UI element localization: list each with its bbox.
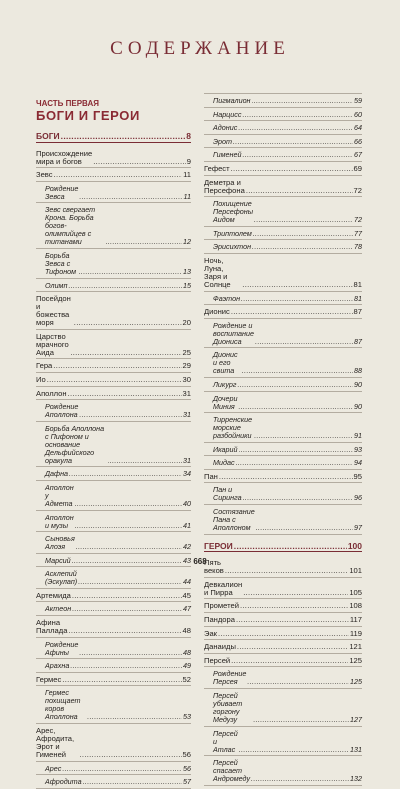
toc-entry xyxy=(36,616,191,638)
toc-page-number: 77 xyxy=(354,228,362,238)
toc-page-number: 132 xyxy=(350,774,362,784)
toc-entry-title: Арахна xyxy=(45,661,70,671)
toc-page-number: 43 xyxy=(183,555,191,565)
toc-page-number: 121 xyxy=(349,642,362,652)
toc-subentry xyxy=(204,319,362,349)
toc-subentry xyxy=(36,602,191,616)
toc-page-number: 91 xyxy=(354,431,362,441)
toc-entry-title: Персей убивает горгону Медузу xyxy=(213,691,243,724)
dot-leader xyxy=(253,230,353,238)
toc-page-number: 48 xyxy=(182,626,191,636)
toc-entry-title: Арес, Афродита, Эрот и Гименей xyxy=(36,726,75,760)
dot-leader xyxy=(251,775,349,783)
dot-leader xyxy=(233,138,353,146)
toc-entry-title: Данаиды xyxy=(204,642,236,652)
dot-leader xyxy=(239,446,353,454)
dot-leader xyxy=(252,97,353,105)
toc-entry-title: Мидас xyxy=(213,458,235,468)
toc-page-number: 105 xyxy=(349,587,362,597)
part-label: ЧАСТЬ ПЕРВАЯ xyxy=(36,99,99,108)
dot-leader xyxy=(74,319,182,327)
toc-entry-title: Гермес xyxy=(36,674,62,684)
toc-page-number: 66 xyxy=(354,136,362,146)
toc-entry-title: Гименей xyxy=(213,150,242,160)
dot-leader xyxy=(246,187,353,195)
dot-leader xyxy=(93,158,186,166)
toc-page-number: 67 xyxy=(354,150,362,160)
dot-leader xyxy=(240,602,348,610)
toc-entry-title: Похищение Персефоны Аидом xyxy=(213,199,254,225)
dot-leader xyxy=(87,713,182,721)
toc-page-number: 64 xyxy=(354,123,362,133)
dot-leader xyxy=(234,542,347,550)
toc-subentry xyxy=(36,400,191,422)
toc-entry-title: Рождение Зевса xyxy=(45,183,79,201)
dot-leader xyxy=(69,470,182,478)
toc-subentry xyxy=(204,443,362,457)
toc-subentry xyxy=(204,378,362,392)
toc-page-number: 40 xyxy=(183,498,191,508)
toc-subentry xyxy=(36,567,191,589)
dot-leader xyxy=(47,376,182,384)
toc-page-number: 87 xyxy=(353,307,362,317)
toc-page-number: 31 xyxy=(183,455,191,465)
toc-page-number: 125 xyxy=(349,655,362,665)
dot-leader xyxy=(70,349,181,357)
toc-entry-title: Прометей xyxy=(204,601,239,611)
toc-entry-title: Рождение и воспитание Диониса xyxy=(213,320,254,346)
toc-subentry xyxy=(36,481,191,511)
toc-section-heading xyxy=(36,129,191,143)
toc-page-number: 11 xyxy=(183,191,191,201)
toc-subentry xyxy=(36,249,191,279)
toc-entry-title: Нарцисс xyxy=(213,109,242,119)
toc-entry-title: Зевс свергает Крона. Борьба богов-олимпийцев с титанами xyxy=(45,205,96,247)
toc-subentry xyxy=(36,638,191,660)
toc-page-number: 8 xyxy=(186,131,191,141)
dot-leader xyxy=(238,403,353,411)
toc-page-number: 47 xyxy=(183,604,191,614)
toc-subentry xyxy=(36,467,191,481)
dot-leader xyxy=(79,411,182,419)
toc-subentry xyxy=(204,505,362,535)
toc-entry-title: Пандора xyxy=(204,615,235,625)
toc-entry-title: Ночь, Луна, Заря и Солнце xyxy=(204,255,231,289)
toc-subentry xyxy=(36,203,191,249)
toc-entry-title: Посейдон и божества моря xyxy=(36,294,71,328)
toc-entry-title: Пять веков xyxy=(204,558,224,576)
toc-entry-title: Икарий xyxy=(213,444,238,454)
toc-entry-title: Олимп xyxy=(45,280,68,290)
toc-page-number: 12 xyxy=(183,237,191,247)
toc-entry-title: Сыновья Алоэя xyxy=(45,534,75,552)
toc-page-number: 87 xyxy=(354,336,362,346)
toc-page-number: 25 xyxy=(182,347,191,357)
toc-subentry xyxy=(36,511,191,533)
dot-leader xyxy=(242,151,353,159)
toc-entry-title: Аполлон и музы xyxy=(45,512,74,530)
toc-entry xyxy=(36,292,191,330)
toc-subentry xyxy=(204,667,362,689)
toc-page-number: 42 xyxy=(183,542,191,552)
toc-page-number: 60 xyxy=(354,109,362,119)
toc-entry-title: Персей спасает Андромеду xyxy=(213,758,251,784)
toc-entry-title: Зевс xyxy=(36,170,53,180)
toc-entry-title: Пигмалион xyxy=(213,96,251,105)
dot-leader xyxy=(108,457,182,465)
toc-entry-title: Афина Паллада xyxy=(36,618,68,636)
dot-leader xyxy=(72,605,182,613)
toc-entry xyxy=(36,387,191,401)
toc-page-number: 72 xyxy=(353,185,362,195)
toc-page-number: 15 xyxy=(183,280,191,290)
toc-page-number: 49 xyxy=(183,661,191,671)
toc-page-number: 90 xyxy=(354,401,362,411)
toc-page-number: 125 xyxy=(350,677,362,687)
dot-leader xyxy=(79,268,182,276)
toc-entry-title: Деметра и Персефона xyxy=(204,177,245,195)
dot-leader xyxy=(255,338,353,346)
page-title: СОДЕРЖАНИЕ xyxy=(110,38,290,59)
dot-leader xyxy=(243,494,353,502)
toc-subentry xyxy=(204,756,362,786)
dot-leader xyxy=(218,630,349,638)
dot-leader xyxy=(76,543,182,551)
toc-entry-title: Борьба Аполлона с Пифоном и основание Дельфийского оракула xyxy=(45,423,105,465)
toc-left-column xyxy=(36,129,191,789)
toc-entry-title: Дионис и его свита xyxy=(213,350,238,376)
toc-subentry xyxy=(204,727,362,757)
toc-page-number: 20 xyxy=(182,318,191,328)
toc-page-number: 30 xyxy=(182,374,191,384)
toc-entry xyxy=(36,673,191,687)
toc-page-number: 34 xyxy=(183,469,191,479)
toc-right-column xyxy=(204,93,362,786)
dot-leader xyxy=(78,578,182,586)
toc-entry-title: Персей и Атлас xyxy=(213,728,238,754)
dot-leader xyxy=(242,111,353,119)
toc-entry-title: Ио xyxy=(36,374,46,384)
toc-entry-title: Гефест xyxy=(204,163,230,173)
toc-section-heading xyxy=(204,539,362,553)
toc-page-number: 72 xyxy=(354,215,362,225)
dot-leader xyxy=(254,216,353,224)
dot-leader xyxy=(61,132,186,140)
toc-subentry xyxy=(36,686,191,724)
dot-leader xyxy=(68,390,182,398)
dot-leader xyxy=(79,649,182,657)
dot-leader xyxy=(72,592,182,600)
dot-leader xyxy=(68,627,181,635)
toc-subentry xyxy=(36,182,191,204)
toc-entry-title: Рождение Афины xyxy=(45,639,79,657)
toc-entry-title: Гермес похищает коров Аполлона xyxy=(45,688,81,722)
toc-page-number: 81 xyxy=(354,293,362,303)
toc-entry-title: ГЕРОИ xyxy=(204,540,233,551)
toc-page-number: 119 xyxy=(349,628,362,638)
dot-leader xyxy=(62,765,182,773)
dot-leader xyxy=(254,432,353,440)
toc-page-number: 88 xyxy=(354,366,362,376)
dot-leader xyxy=(53,362,181,370)
toc-page-number: 45 xyxy=(182,590,191,600)
toc-entry-title: Рождение Персея xyxy=(213,669,247,687)
part-title: БОГИ И ГЕРОИ xyxy=(36,108,140,123)
toc-entry-title: Марсий xyxy=(45,555,71,565)
toc-entry xyxy=(36,330,191,360)
toc-entry-title: Рождение Аполлона xyxy=(45,402,79,420)
toc-page-number: 69 xyxy=(353,163,362,173)
dot-leader xyxy=(231,165,353,173)
toc-page-number: 9 xyxy=(186,156,191,166)
toc-page-number: 81 xyxy=(353,279,362,289)
toc-entry-title: Триптолем xyxy=(213,228,252,238)
toc-entry-title: Эрот xyxy=(213,136,232,146)
toc-page-number: 108 xyxy=(349,601,362,611)
dot-leader xyxy=(238,124,353,132)
dot-leader xyxy=(219,473,353,481)
toc-page-number: 93 xyxy=(354,444,362,454)
toc-page-number: 100 xyxy=(347,540,362,551)
dot-leader xyxy=(237,643,348,651)
dot-leader xyxy=(79,193,182,201)
dot-leader xyxy=(239,746,349,754)
dot-leader xyxy=(75,522,182,530)
dot-leader xyxy=(253,716,349,724)
toc-entry-title: Персей xyxy=(204,655,231,665)
toc-entry xyxy=(204,254,362,292)
toc-entry-title: Дионис xyxy=(204,307,230,317)
toc-entry-title: Пан xyxy=(204,471,218,481)
toc-entry-title: Борьба Зевса с Тифоном xyxy=(45,250,77,276)
toc-page-number: 44 xyxy=(183,577,191,587)
toc-subentry xyxy=(204,148,362,162)
toc-subentry xyxy=(204,135,362,149)
toc-page-number: 131 xyxy=(350,744,362,754)
toc-entry-title: Актеон xyxy=(45,604,72,614)
dot-leader xyxy=(252,243,353,251)
toc-subentry xyxy=(204,197,362,227)
dot-leader xyxy=(247,678,349,686)
toc-page-number: 117 xyxy=(349,615,362,625)
toc-entry-title: Эрисихтон xyxy=(213,242,252,252)
dot-leader xyxy=(225,567,349,575)
toc-subentry xyxy=(36,775,191,789)
toc-subentry xyxy=(36,762,191,776)
toc-subentry xyxy=(204,392,362,414)
dot-leader xyxy=(236,616,349,624)
toc-page-number: 59 xyxy=(354,96,362,105)
toc-entry-title: Адонис xyxy=(213,123,238,133)
toc-page-number: 127 xyxy=(350,715,362,724)
toc-entry-title: Состязание Пана с Аполлоном xyxy=(213,507,255,533)
dot-leader xyxy=(80,751,182,759)
dot-leader xyxy=(68,282,182,290)
toc-entry xyxy=(36,147,191,169)
toc-entry xyxy=(204,162,362,176)
toc-entry-title: Эак xyxy=(204,628,218,638)
toc-entry xyxy=(36,373,191,387)
toc-subentry xyxy=(204,483,362,505)
toc-entry-title: Фаэтон xyxy=(213,293,241,303)
toc-subentry xyxy=(36,659,191,673)
toc-entry xyxy=(36,359,191,373)
dot-leader xyxy=(237,381,353,389)
toc-subentry xyxy=(36,279,191,293)
toc-entry-title: Ликург xyxy=(213,379,237,389)
toc-entry xyxy=(204,599,362,613)
toc-entry-title: Царство мрачного Аида xyxy=(36,331,69,357)
toc-entry-title: Гера xyxy=(36,361,53,371)
toc-entry-title: Артемида xyxy=(36,590,71,600)
toc-entry-title: Афродита xyxy=(45,777,82,787)
toc-entry-title: Аполлон у Адмета xyxy=(45,482,74,508)
toc-subentry xyxy=(204,240,362,254)
toc-page-number: 57 xyxy=(183,777,191,787)
toc-subentry xyxy=(36,532,191,554)
toc-page-number: 96 xyxy=(354,493,362,503)
toc-page-number: 94 xyxy=(354,458,362,468)
toc-page-number: 97 xyxy=(354,523,362,533)
dot-leader xyxy=(54,171,183,179)
toc-page-number: 56 xyxy=(183,763,191,773)
toc-entry-title: Происхождение мира и богов xyxy=(36,148,93,166)
toc-subentry xyxy=(204,227,362,241)
toc-page-number: 41 xyxy=(183,520,191,530)
toc-entry-title: Арес xyxy=(45,763,62,773)
toc-entry xyxy=(204,470,362,484)
dot-leader xyxy=(70,662,182,670)
dot-leader xyxy=(62,676,181,684)
toc-entry-title: Дафна xyxy=(45,469,69,479)
toc-page-number: 56 xyxy=(182,750,191,760)
dot-leader xyxy=(75,500,182,508)
toc-page-number: 101 xyxy=(349,566,362,576)
toc-subentry xyxy=(204,292,362,306)
toc-page-number: 13 xyxy=(183,266,191,276)
toc-entry xyxy=(204,654,362,668)
dot-leader xyxy=(83,778,182,786)
toc-entry-title: БОГИ xyxy=(36,131,60,141)
toc-entry-title: Аполлон xyxy=(36,388,67,398)
toc-page-number: 11 xyxy=(183,170,191,180)
dot-leader xyxy=(242,367,353,375)
dot-leader xyxy=(231,657,348,665)
toc-entry-title: Тирренские морские разбойники xyxy=(213,415,253,441)
dot-leader xyxy=(106,238,182,246)
toc-page-number: 52 xyxy=(182,674,191,684)
toc-entry-title: Дочери Миния xyxy=(213,393,238,411)
toc-subentry xyxy=(204,689,362,727)
page-number: 668 xyxy=(193,557,207,566)
dot-leader xyxy=(256,524,353,532)
toc-entry-title: Асклепий (Эскулап) xyxy=(45,569,78,587)
toc-subentry xyxy=(204,108,362,122)
toc-page-number: 29 xyxy=(182,361,191,371)
toc-entry xyxy=(36,724,191,762)
dot-leader xyxy=(242,281,352,289)
toc-subentry xyxy=(36,422,191,468)
toc-page-number: 31 xyxy=(183,410,191,420)
dot-leader xyxy=(243,589,348,597)
toc-entry xyxy=(204,627,362,641)
toc-page-number: 48 xyxy=(183,647,191,657)
toc-subentry xyxy=(204,456,362,470)
toc-subentry xyxy=(204,413,362,443)
toc-entry xyxy=(204,578,362,600)
toc-subentry xyxy=(204,348,362,378)
toc-page-number: 78 xyxy=(354,242,362,252)
dot-leader xyxy=(231,308,353,316)
toc-entry-title: Девкалион и Пирра xyxy=(204,579,243,597)
toc-subentry xyxy=(204,121,362,135)
toc-entry xyxy=(204,640,362,654)
toc-entry xyxy=(204,176,362,198)
toc-entry xyxy=(204,305,362,319)
toc-entry xyxy=(204,613,362,627)
toc-page-number: 53 xyxy=(183,712,191,722)
toc-page-number: 90 xyxy=(354,379,362,389)
toc-page-number: 31 xyxy=(182,388,191,398)
toc-page-number: 95 xyxy=(353,471,362,481)
toc-entry xyxy=(36,589,191,603)
dot-leader xyxy=(236,459,353,467)
toc-entry-title: Пан и Сиринга xyxy=(213,485,242,503)
dot-leader xyxy=(241,295,353,303)
toc-subentry xyxy=(204,93,362,108)
toc-entry xyxy=(36,168,191,182)
